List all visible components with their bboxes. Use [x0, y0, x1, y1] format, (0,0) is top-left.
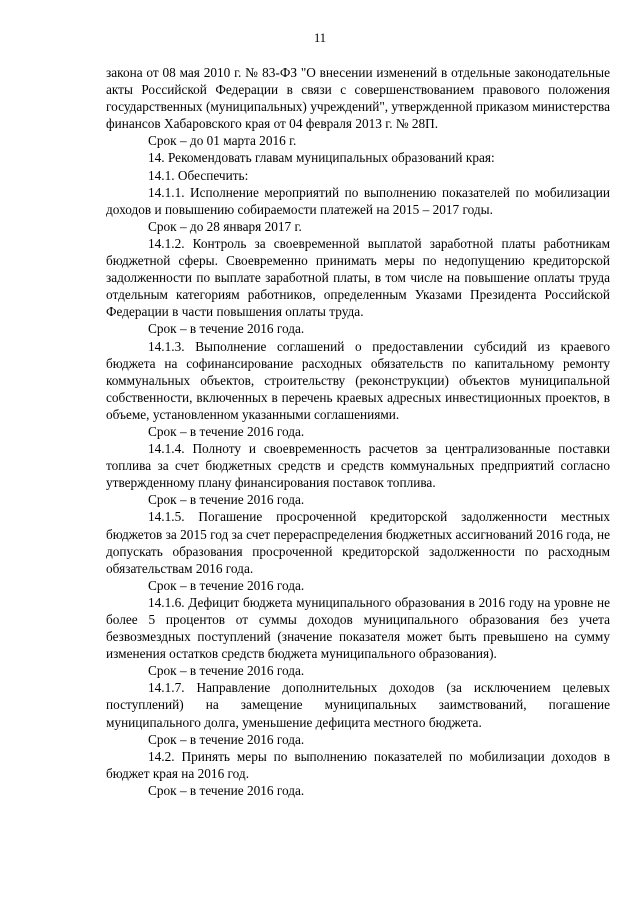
page-number: 11 — [313, 31, 327, 45]
paragraph: 14.1.2. Контроль за своевременной выплатой заработной платы работникам бюджетной сферы. Своевременно принимать меры по недопущению кредиторской задолженности по выплате заработной платы, в том числе на повышение оплаты труда отдельным категориям работников, определенным Указами Президента Российской Федерации в части повышения оплаты труда. — [106, 235, 610, 320]
paragraph: Срок – до 01 марта 2016 г. — [148, 133, 297, 149]
paragraph: 14.1.6. Дефицит бюджета муниципального образования в 2016 году на уровне не более 5 процентов от суммы доходов муниципального образования без учета безвозмездных поступлений (значение показателя может быть превышено на сумму изменения остатков средств бюджета муниципального образования). — [106, 594, 610, 662]
paragraph: Срок – до 28 января 2017 г. — [148, 218, 302, 234]
paragraph: 14.1.5. Погашение просроченной кредиторской задолженности местных бюджетов за 2015 год за счет перераспределения бюджетных ассигнований 2016 года, не допускать образования просроченной кредиторской задолженности по расходным обязательствам 2016 года. — [106, 509, 610, 576]
paragraph: Срок – в течение 2016 года. — [148, 782, 305, 798]
paragraph: 14.1.1. Исполнение мероприятий по выполнению показателей по мобилизации доходов и повышению собираемости платежей на 2015 – 2017 годы. — [106, 184, 610, 217]
paragraph: 14. Рекомендовать главам муниципальных образований края: — [148, 150, 495, 166]
paragraph: 14.1.3. Выполнение соглашений о предоставлении субсидий из краевого бюджета на софинансирование расходных обязательств по капитальному ремонту коммунальных объектов, строительству (реконструкции) объектов муниципальной собственности, включенных в перечень краевых адресных инвестиционных проектов, в объеме, установленном указанными соглашениями. — [106, 338, 610, 422]
paragraph: 14.2. Принять меры по выполнению показателей по мобилизации доходов в бюджет края на 2016 год. — [106, 748, 610, 781]
paragraph: 14.1.7. Направление дополнительных доходов (за исключением целевых поступлений) на замещение муниципальных заимствований, погашение муниципального долга, уменьшение дефицита местного бюджета. — [106, 680, 610, 730]
document-body — [106, 64, 610, 799]
paragraph: 14.1.4. Полноту и своевременность расчетов за централизованные поставки топлива за счет бюджетных средств и средств коммунальных предприятий согласно утвержденному плану финансирования поставок топлива. — [106, 441, 610, 491]
paragraph: 14.1. Обеспечить: — [148, 167, 249, 183]
paragraph: закона от 08 мая 2010 г. № 83-ФЗ "О внесении изменений в отдельные законодательные акты Российской Федерации в связи с совершенствованием правового положения государственных (муниципальных) учреждений", утвержденной приказом министерства финансов Хабаровского края от 04 февраля 2013 г. № 28П. — [106, 65, 610, 132]
paragraph: Срок – в течение 2016 года. — [148, 731, 305, 747]
paragraph: Срок – в течение 2016 года. — [148, 492, 305, 508]
paragraph: Срок – в течение 2016 года. — [148, 321, 305, 337]
paragraph: Срок – в течение 2016 года. — [148, 423, 305, 439]
paragraph: Срок – в течение 2016 года. — [148, 663, 305, 679]
paragraph: Срок – в течение 2016 года. — [148, 577, 305, 593]
